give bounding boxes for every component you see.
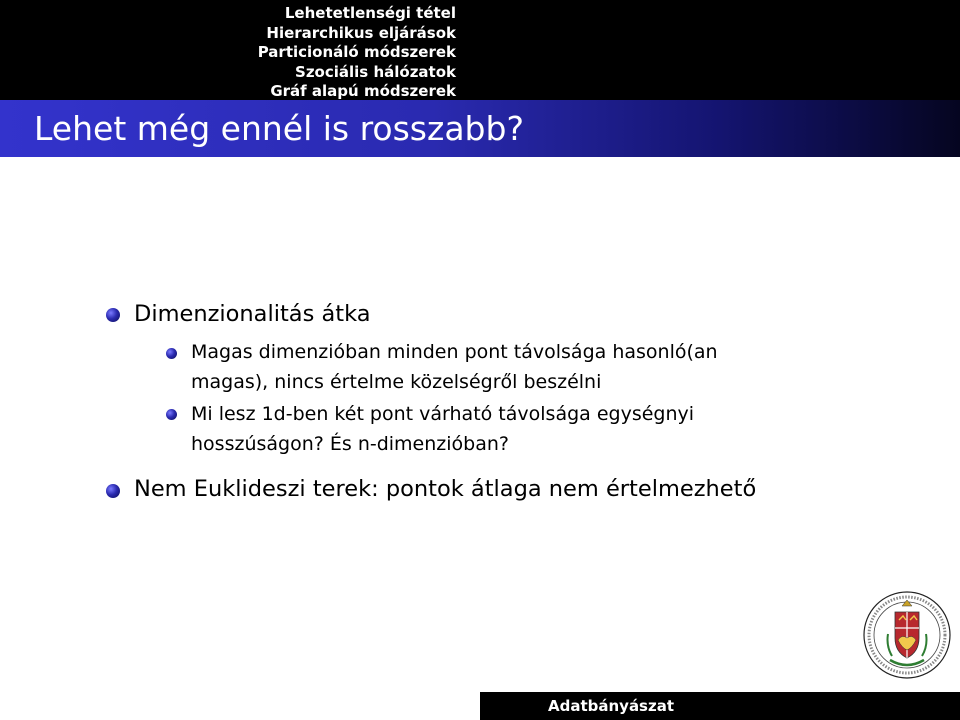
university-seal-icon <box>862 590 952 680</box>
nav-item-particionalo[interactable]: Particionáló módszerek <box>257 43 456 61</box>
nav-item-hierarchikus[interactable]: Hierarchikus eljárások <box>266 23 456 42</box>
nav-item-graf[interactable]: Gráf alapú módszerek <box>270 82 456 100</box>
sub-item-2-line-2: hosszúságon? És n-dimenzióban? <box>191 433 509 455</box>
nav-item-lehetetlensegi[interactable]: Lehetetlenségi tétel <box>284 4 456 22</box>
sub-item-1-line-2: magas), nincs értelme közelségről beszélni <box>191 371 602 393</box>
list-item-euklideszi: Nem Euklideszi terek: pontok átlaga nem értelmezhető <box>134 476 757 502</box>
list-item-dimenzionalitas: Dimenzionalitás átka <box>134 301 371 327</box>
footer-title: Adatbányászat <box>547 697 675 715</box>
ball-bullet-icon <box>106 308 120 322</box>
frame-title: Lehet még ennél is rosszabb? <box>34 109 524 148</box>
ball-bullet-icon <box>166 409 177 420</box>
nav-item-szocialis[interactable]: Szociális hálózatok <box>295 62 456 81</box>
ball-bullet-icon <box>166 348 177 359</box>
sub-item-1-line-1: Magas dimenzióban minden pont távolsága hasonló(an <box>191 341 718 363</box>
sub-item-2-line-1: Mi lesz 1d-ben két pont várható távolsága egységnyi <box>191 403 695 425</box>
footer-bar <box>480 692 960 720</box>
ball-bullet-icon <box>106 484 120 498</box>
